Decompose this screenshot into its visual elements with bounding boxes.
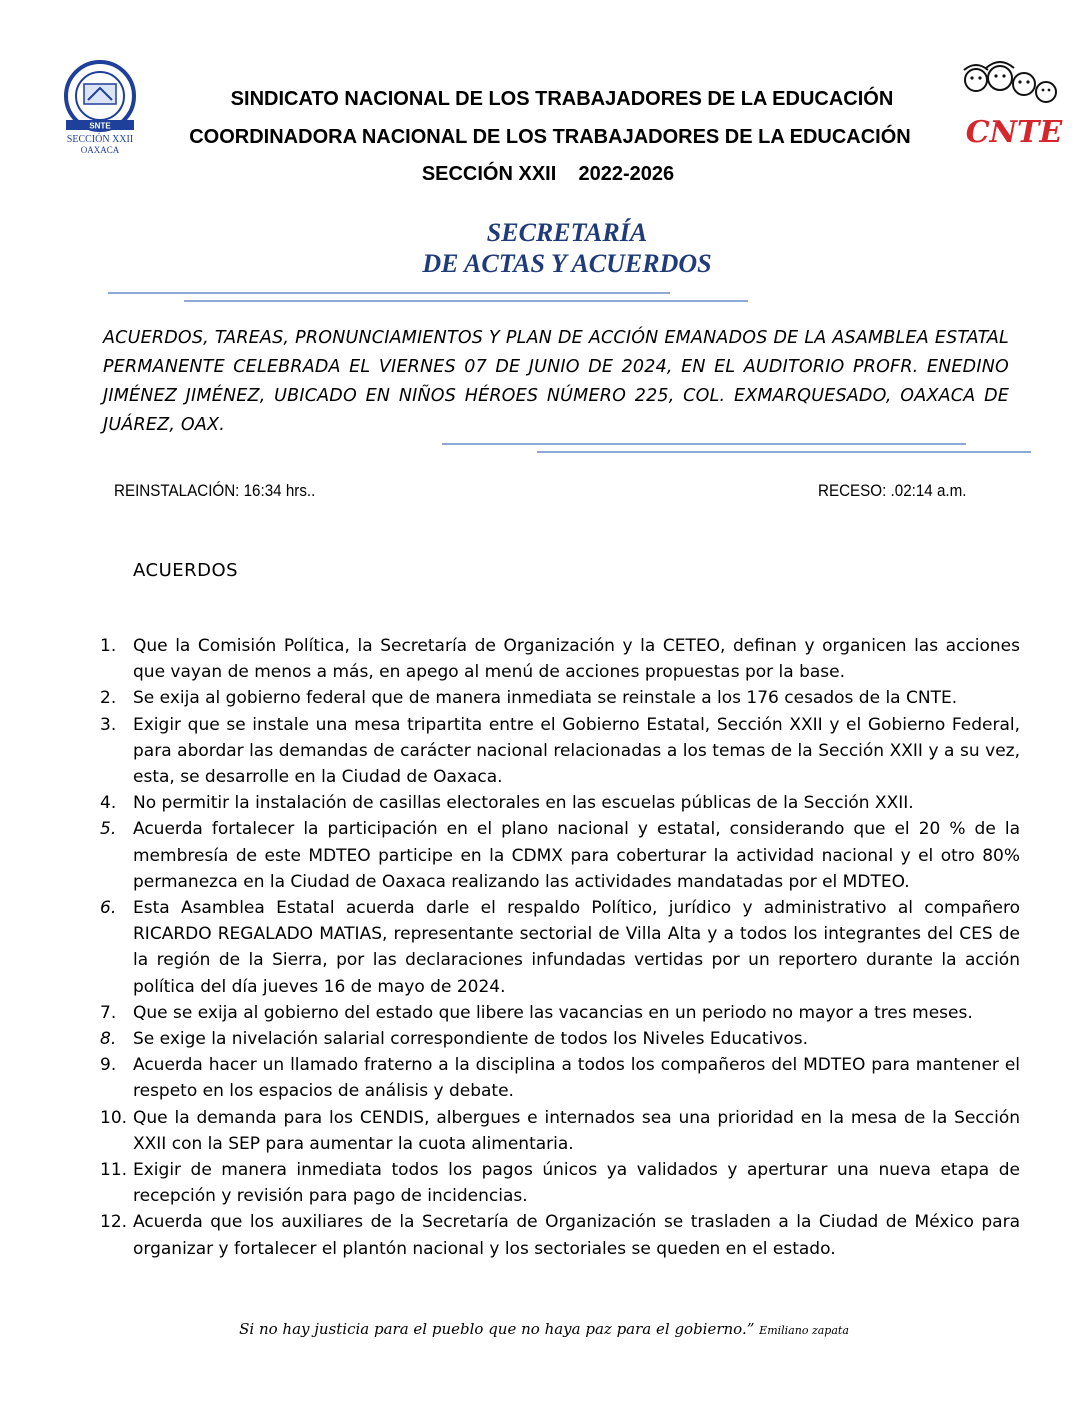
item-number: 7. [100,1002,117,1023]
acuerdos-list [100,633,1020,1262]
quote-author: Emiliano zapata [759,1324,849,1337]
item-number: 3. [100,714,117,735]
divider-rule [108,292,670,294]
header-period: 2022-2026 [578,163,675,185]
item-number: 8. [100,1029,117,1050]
list-item [100,633,1020,685]
list-item [100,1157,1020,1209]
list-item [100,790,1020,816]
item-number: 11. [100,1160,128,1181]
item-number: 4. [100,793,117,814]
intro-paragraph: ACUERDOS, TAREAS, PRONUNCIAMIENTOS Y PLAN DE ACCIÓN EMANADOS DE LA ASAMBLEA ESTATAL PERMANENTE CELEBRADA EL VIERNES 07 DE JUNIO DE 2024, EN EL AUDITORIO PROFR. ENEDINO JIMÉNEZ JIMÉNEZ, UBICADO EN NIÑOS HÉROES NÚMERO 225, COL. EXMARQUESADO, OAXACA DE JUÁREZ, OAX. [103,328,1009,435]
item-number: 10. [100,1107,128,1128]
item-text: Que se exija al gobierno del estado que libere las vacancias en un periodo no mayor a tres meses. [133,1002,973,1023]
divider-rule [184,300,748,302]
logo-oaxaca-label: OAXACA [80,145,120,155]
list-item [100,895,1020,1000]
reinstalacion-time: REINSTALACIÓN: 16:34 hrs.. [114,482,316,500]
header-line-snte: SINDICATO NACIONAL DE LOS TRABAJADORES DE LA EDUCACIÓN [230,88,894,110]
item-text: Se exige la nivelación salarial correspondiente de todos los Niveles Educativos. [133,1029,809,1050]
list-item [100,1000,1020,1026]
item-text: Que la demanda para los CENDIS, albergues e internados sea una prioridad en la mesa de la Sección XXII con la SEP para aumentar la cuota alimentaria. [133,1107,1020,1154]
acuerdos-heading: ACUERDOS [133,560,239,581]
list-item [100,685,1020,711]
cnte-logo-label: CNTE [965,115,1063,150]
item-text: Esta Asamblea Estatal acuerda darle el respaldo Político, jurídico y administrativo al compañero RICARDO REGALADO MATIAS, representante sectorial de Villa Alta y a todos los integrantes del CES de la región de la Sierra, por las declaraciones infundadas vertidas por un reportero durante la acción política del día jueves 16 de mayo de 2024. [133,898,1020,997]
list-item [100,1209,1020,1261]
logo-seccion-label: SECCIÓN XXII [66,134,134,145]
item-text: Acuerda que los auxiliares de la Secretaría de Organización se trasladen a la Ciudad de México para organizar y fortalecer el plantón nacional y los sectoriales se queden en el estado. [133,1212,1020,1259]
item-text: Exigir que se instale una mesa tripartita entre el Gobierno Estatal, Sección XXII y el Gobierno Federal, para abordar las demandas de carácter nacional relacionadas a los temas de la Sección XXII y a su vez, esta, se desarrolle en la Ciudad de Oaxaca. [133,714,1020,788]
secretaria-title-line2: DE ACTAS Y ACUERDOS [422,249,712,278]
list-item [100,816,1020,895]
list-item [100,1052,1020,1104]
item-number: 1. [100,636,117,656]
list-item [100,1026,1020,1052]
item-number: 5. [100,819,117,840]
divider-rule [442,443,966,445]
item-text: Que la Comisión Política, la Secretaría de Organización y la CETEO, definan y organicen las acciones que vayan de menos a más, en apego al menú de acciones propuestas por la base. [133,636,1020,683]
item-text: No permitir la instalación de casillas electorales en las escuelas públicas de la Sección XXII. [133,793,914,814]
item-number: 2. [100,688,117,709]
secretaria-title-line1: SECRETARÍA [486,218,648,247]
list-item [100,1105,1020,1157]
item-text: Acuerda hacer un llamado fraterno a la disciplina a todos los compañeros del MDTEO para mantener el respeto en los espacios de análisis y debate. [133,1055,1020,1102]
header-seccion: SECCIÓN XXII [421,163,557,185]
header-line-seccion [4,163,1088,186]
list-item [100,712,1020,791]
item-number: 9. [100,1055,117,1076]
item-text: Se exija al gobierno federal que de manera inmediata se reinstale a los 176 cesados de la CNTE. [133,688,958,709]
item-number: 12. [100,1212,128,1233]
receso-time: RECESO: .02:14 a.m. [818,482,967,500]
logo-snte-label: SNTE [89,121,111,131]
quote-text: Si no hay justicia para el pueblo que no haya paz para el gobierno.” [239,1320,755,1338]
item-text: Exigir de manera inmediata todos los pagos únicos ya validados y aperturar una nueva etapa de recepción y revisión para pago de incidencias. [133,1160,1020,1207]
footer-quote [0,1320,1088,1338]
item-text: Acuerda fortalecer la participación en el plano nacional y estatal, considerando que el 20 % de la membresía de este MDTEO participe en la CDMX para coberturar la actividad nacional y el otro 80% permanezca en la Ciudad de Oaxaca realizando las actividades mandatadas por el MDTEO. [133,819,1020,892]
header-line-cnte: COORDINADORA NACIONAL DE LOS TRABAJADORES DE LA EDUCACIÓN [189,126,911,148]
divider-rule [537,451,1031,453]
item-number: 6. [100,898,117,919]
